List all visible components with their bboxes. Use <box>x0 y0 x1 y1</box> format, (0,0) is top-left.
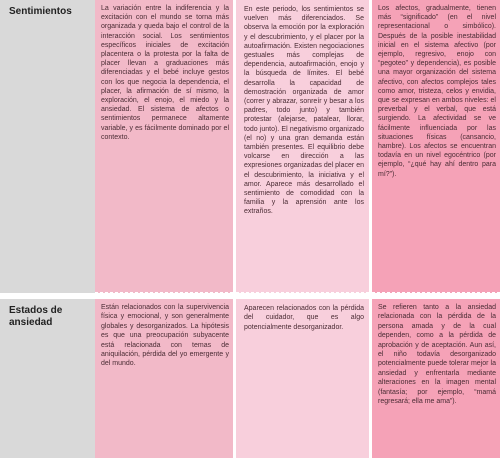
table-cell-stage-2 <box>236 299 369 458</box>
table-cell-stage-2 <box>236 0 369 293</box>
row-label-cell <box>0 0 95 293</box>
row-label-cell <box>0 299 95 458</box>
row-label: Sentimientos <box>9 6 72 17</box>
cell-text: En este periodo, los sentimientos se vuelven más diferenciados. Se observa la emoción por la exploración y el descubrimiento, y el placer por la autoafirmación. Existen negociaciones gestuales más complejas de dependencia, autoafirmación, enojo y la búsqueda de límites. El bebé desarrolla la capacidad de demostración organizada de amor (correr y abrazar, sonreír y besar a los padres, todo junto) y también protestar (alejarse, patalear, llorar, todo junto). El negativismo organizado (el no) y una gran demanda están también presentes. El equilibrio debe volcarse en dirección a las expresiones organizadas del placer en el descubrimiento, la iniciativa y el amor. Aparece más desarrollado el sentimiento de comodidad con la familia y la aprensión ante los extraños. <box>244 6 364 216</box>
cell-text: La variación entre la indiferencia y la excitación con el mundo se torna más organizada y queda bajo el control de la interacción social. Los sentimientos específicos iniciales de excitación placentera o la protesta por la falta de placer llevan a graduaciones más diferenciadas y el bebé incluye gestos con los que negocia la dependencia, el placer, la afirmación de sí mismo, la exploración, el enojo, el miedo y la ansiedad. El sistema de afectos o sentimientos permanece altamente variable, y es fácilmente dominado por el contexto. <box>101 5 229 141</box>
table-row-estados-de-ansiedad <box>0 299 500 458</box>
table-cell-stage-1 <box>95 299 233 458</box>
cell-text: Los afectos, gradualmente, tienen más “significado” (en el nivel representacional o simbólico). Después de la posible inestabilidad inicial en el sistema afectivo (por ejemplo, regresivo, enojo con “pegoteo” y dependencia), es posible una mayor organización del sistema afectivo, con afectos complejos tales como amor, tristeza, celos y envidia, que se expresan en ambos niveles: el preverbal y el verbal, que está surgiendo. La afectividad se ve fácilmente influenciada por las situaciones físicas (cansancio, hambre). Los afectos se encuentran todavía en un nivel egocéntrico (por ejemplo, “¿qué hay ahí dentro para mí?”). <box>378 5 496 178</box>
table-cell-stage-3 <box>372 0 500 293</box>
table-cell-stage-3 <box>372 299 500 458</box>
cell-text: Están relacionados con la supervivencia física y emocional, y son generalmente globales y desorganizados. La hipótesis es que una preocupación subyacente está relacionada con temas de aniquilación, pérdida del yo emergente y del mundo. <box>101 304 229 368</box>
table-cell-stage-1 <box>95 0 233 293</box>
cell-text: Aparecen relacionados con la pérdida del cuidador, que es algo potencialmente desorganizador. <box>244 305 364 331</box>
row-label: Estados de ansiedad <box>9 305 63 328</box>
cell-text: Se refieren tanto a la ansiedad relacionada con la pérdida de la persona amada y de la cual dependen, como a la pérdida de aprobación y de aceptación. Aun así, el niño todavía desorganizado potencialmente puede tolerar mejor la ansiedad y enfrentarla mediante alteraciones en la imagen mental (fantasía; por ejemplo, “mamá regresará; ella me ama”). <box>378 304 496 406</box>
